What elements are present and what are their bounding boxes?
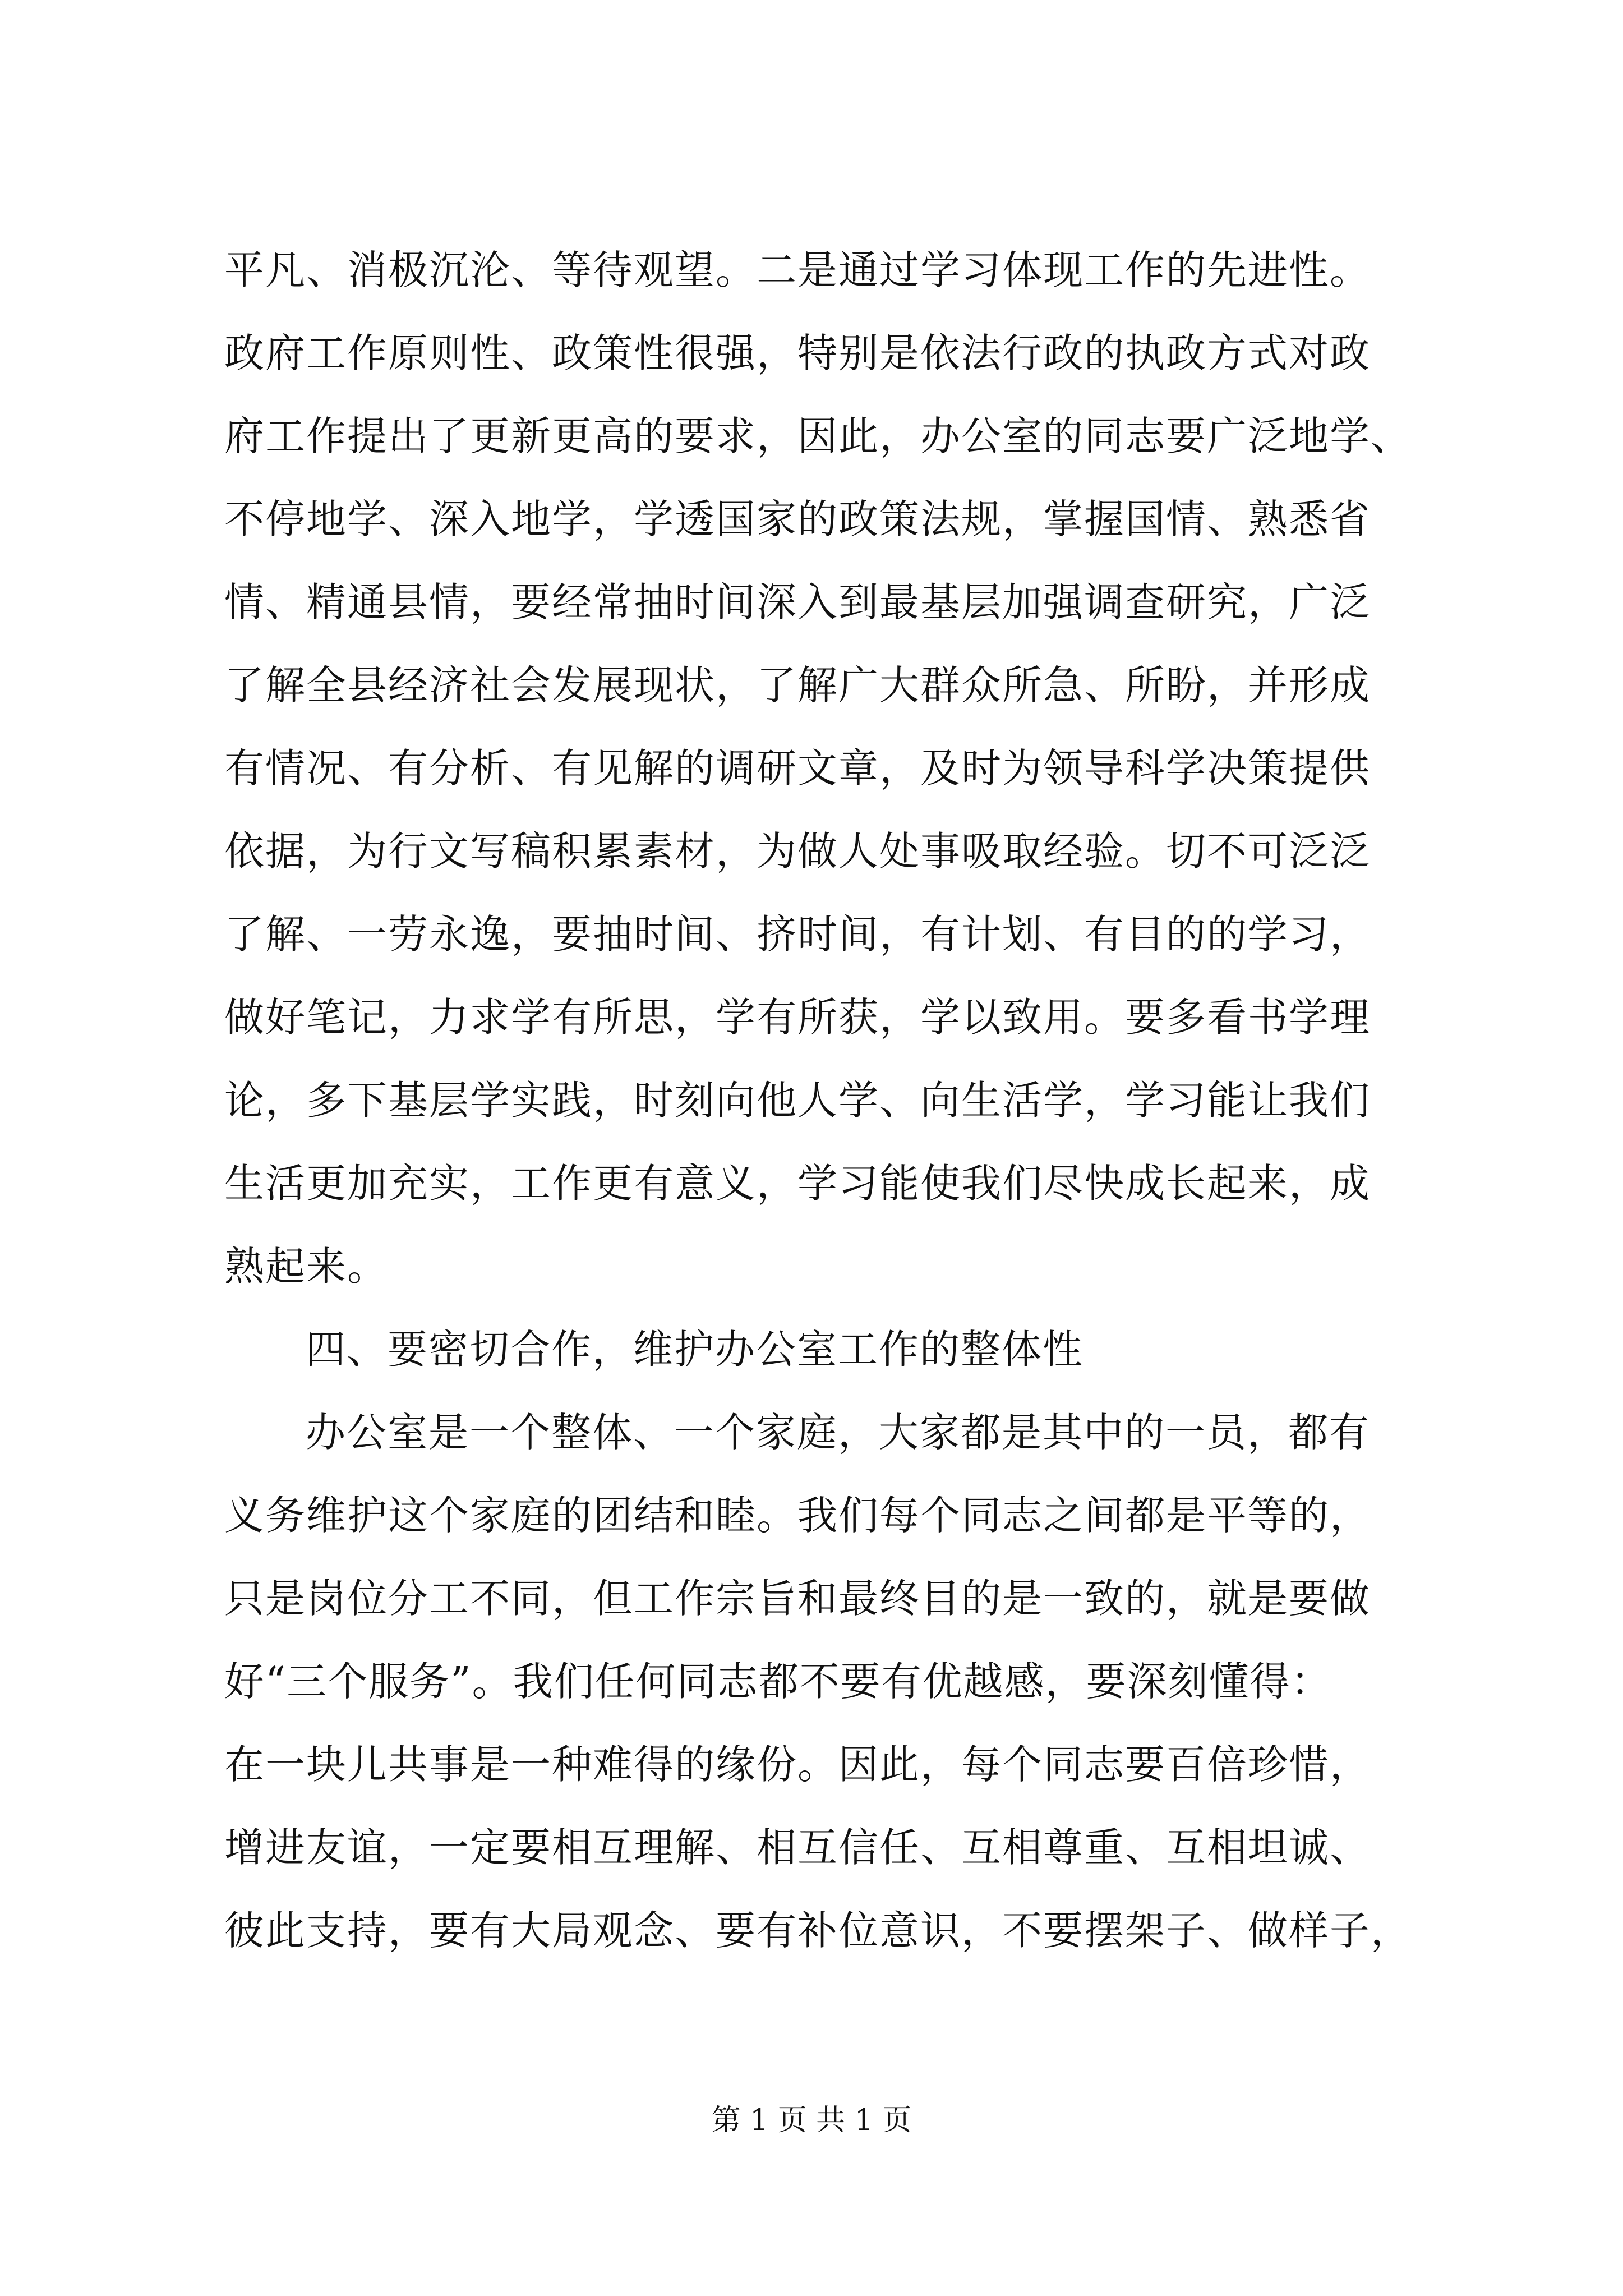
text-line: 彼此支持，要有大局观念、要有补位意识，不要摆架子、做样子， (224, 1907, 1412, 1954)
text-line: 府工作提出了更新更高的要求，因此，办公室的同志要广泛地学、 (224, 413, 1412, 459)
text-line: 义务维护这个家庭的团结和睦。我们每个同志之间都是平等的， (224, 1492, 1371, 1539)
text-line: 办公室是一个整体、一个家庭，大家都是其中的一员，都有 (306, 1409, 1371, 1456)
text-line: 有情况、有分析、有见解的调研文章，及时为领导科学决策提供 (224, 745, 1371, 792)
text-line: 熟起来。 (224, 1243, 389, 1290)
text-line: 依据，为行文写稿积累素材，为做人处事吸取经验。切不可泛泛 (224, 828, 1371, 875)
text-line: 好“三个服务”。我们任何同志都不要有优越感，要深刻懂得： (224, 1658, 1332, 1705)
section-heading: 四、要密切合作，维护办公室工作的整体性 (306, 1326, 1084, 1373)
text-line: 做好笔记，力求学有所思，学有所获，学以致用。要多看书学理 (224, 994, 1371, 1041)
text-line: 在一块儿共事是一种难得的缘份。因此，每个同志要百倍珍惜， (224, 1741, 1371, 1788)
text-line: 了解全县经济社会发展现状，了解广大群众所急、所盼，并形成 (224, 662, 1371, 708)
text-line: 不停地学、深入地学，学透国家的政策法规，掌握国情、熟悉省 (224, 496, 1371, 542)
text-line: 论，多下基层学实践，时刻向他人学、向生活学，学习能让我们 (224, 1077, 1371, 1124)
text-line: 生活更加充实，工作更有意义，学习能使我们尽快成长起来，成 (224, 1160, 1371, 1207)
text-line: 只是岗位分工不同，但工作宗旨和最终目的是一致的，就是要做 (224, 1575, 1371, 1622)
body-text (224, 229, 1413, 1972)
text-line: 增进友谊，一定要相互理解、相互信任、互相尊重、互相坦诚、 (224, 1824, 1371, 1871)
text-line: 政府工作原则性、政策性很强，特别是依法行政的执政方式对政 (224, 330, 1371, 376)
text-line: 了解、一劳永逸，要抽时间、挤时间，有计划、有目的的学习， (224, 911, 1371, 958)
text-line: 情、精通县情，要经常抽时间深入到最基层加强调查研究，广泛 (224, 579, 1371, 625)
page-footer: 第 1 页 共 1 页 (711, 2104, 912, 2137)
text-line: 平凡、消极沉沦、等待观望。二是通过学习体现工作的先进性。 (224, 247, 1371, 293)
